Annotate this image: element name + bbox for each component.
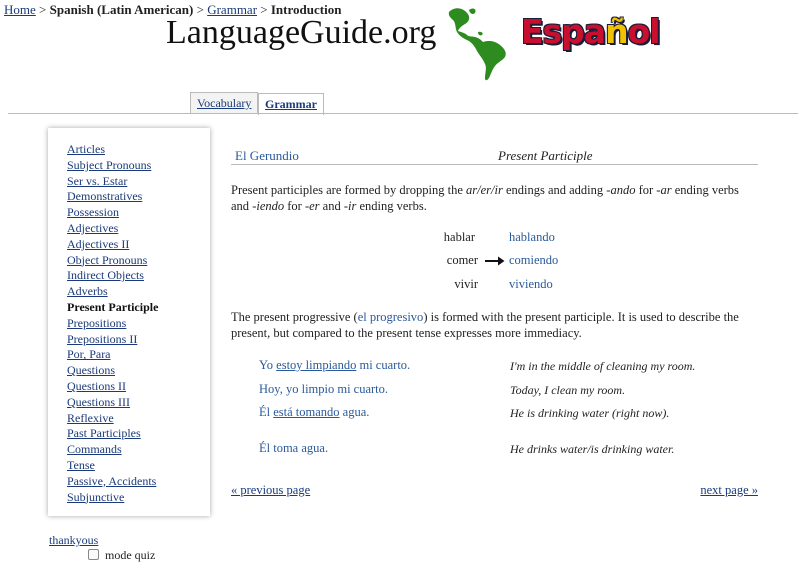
sidebar-item-link[interactable]: Indirect Objects [67,268,144,283]
mode-quiz-toggle[interactable] [88,548,155,563]
text-span: agua. [339,405,370,419]
sidebar-item-subject-pronouns[interactable] [67,158,210,174]
breadcrumb-home-link[interactable]: Home [4,2,36,17]
example-spanish[interactable] [259,382,388,397]
text-span: Él [259,405,274,419]
sidebar-item-link[interactable]: Adjectives [67,220,119,235]
breadcrumb-grammar-link[interactable]: Grammar [207,2,258,17]
sidebar-item-link[interactable]: Reflexive [67,410,114,425]
text-italic: -ar [656,183,672,197]
lesson-title-spanish: El Gerundio [235,148,299,163]
text-span: for [284,199,305,213]
text-italic: ar/er/ir [466,183,503,197]
sidebar-item-link[interactable]: Object Pronouns [67,252,148,267]
main-content [231,140,758,497]
sidebar-list [48,128,210,505]
sidebar-item-adjectives-ii[interactable] [67,237,210,253]
example-english: Today, I clean my room. [510,383,626,397]
text-italic: -iendo [252,199,285,213]
sidebar-item-link[interactable]: Adjectives II [67,236,130,251]
sidebar-item-prepositions-ii[interactable] [67,332,210,348]
sidebar-item-articles[interactable] [67,142,210,158]
tabs-divider [8,113,798,114]
tab-grammar-link[interactable]: Grammar [265,97,317,111]
breadcrumb-language: Spanish (Latin American) [49,2,194,17]
mode-quiz-checkbox[interactable] [88,549,99,560]
banner-text-part: Espa [521,12,606,51]
infinitive: comer [446,253,478,267]
sidebar-item-present-participle: Present Participle [67,299,159,314]
text-span: Él toma agua. [259,441,329,455]
sidebar-item-link[interactable]: Subject Pronouns [67,157,152,172]
sidebar-item-indirect-objects[interactable] [67,268,210,284]
sidebar-item-link[interactable]: Questions III [67,394,130,409]
tab-grammar[interactable] [258,93,324,115]
example-spanish[interactable] [259,405,369,420]
sidebar-item-link[interactable]: Passive, Accidents [67,473,157,488]
banner-text-part: ol [627,12,660,51]
americas-map-icon [445,4,521,82]
el-progresivo-term[interactable]: el progresivo [357,310,424,324]
example-verb-link[interactable]: estoy limpiando [276,358,357,372]
conjugation-row [231,277,478,293]
example-spanish[interactable] [259,358,410,373]
sidebar-item-ser-vs-estar[interactable] [67,174,210,190]
text-span: endings and adding [502,183,607,197]
infinitive: hablar [443,230,475,244]
example-english: He drinks water/is drinking water. [510,442,675,456]
language-banner [521,12,660,51]
infinitive: vivir [454,277,478,291]
sidebar-item-adjectives[interactable] [67,221,210,237]
text-span: ) is formed with the present participle. It is used to describe the present, but compared to the present tense expresses more immediacy. [231,310,739,340]
sidebar-item-link[interactable]: Subjunctive [67,489,125,504]
lesson-title-english: Present Participle [498,148,593,163]
breadcrumb-separator: > [193,2,208,17]
example-english: I'm in the middle of cleaning my room. [510,359,696,373]
sidebar-item-past-participles[interactable] [67,426,210,442]
sidebar-item-object-pronouns[interactable] [67,253,210,269]
intro-paragraph [231,182,758,214]
text-span: ending verbs and [231,183,739,213]
text-span: for [635,183,657,197]
sidebar-item-link[interactable]: Tense [67,457,95,472]
mode-quiz-label: mode quiz [105,548,156,562]
sidebar-item-link[interactable]: Prepositions [67,315,127,330]
tab-vocabulary[interactable] [190,92,258,113]
sidebar-item-link[interactable]: Questions [67,363,115,378]
text-span: Hoy, yo limpio mi cuarto. [259,382,389,396]
breadcrumb-separator: > [257,2,271,17]
sidebar-item-passive-accidents[interactable] [67,474,210,490]
conjugation-row [231,230,475,246]
banner-text-part: ñ [605,12,628,51]
sidebar-item-possession[interactable] [67,205,210,221]
breadcrumb-separator: > [35,2,50,17]
progressive-paragraph [231,309,758,341]
sidebar-item-subjunctive[interactable] [67,490,210,506]
tab-vocabulary-link[interactable]: Vocabulary [197,96,252,110]
text-italic: -ando [606,183,636,197]
sidebar-item-link[interactable]: Past Participles [67,426,141,441]
sidebar-item-link[interactable]: Commands [67,442,122,457]
sidebar-item-adverbs[interactable] [67,284,210,300]
text-span: ending verbs. [356,199,427,213]
sidebar-item-link[interactable]: Questions II [67,378,126,393]
text-span: mi cuarto. [356,358,411,372]
gerund[interactable]: hablando [509,230,555,244]
sidebar-item-demonstratives[interactable] [67,189,210,205]
gerund[interactable]: comiendo [509,253,559,267]
next-page-link[interactable]: next page » [700,483,758,497]
sidebar-item-reflexive[interactable] [67,411,210,427]
thankyous-link[interactable]: thankyous [49,533,99,547]
sidebar-item-link[interactable]: Adverbs [67,284,108,299]
text-italic: -ir [343,199,357,213]
sidebar-item-tense[interactable] [67,458,210,474]
example-english: He is drinking water (right now). [510,406,670,420]
sidebar-item-link[interactable]: Prepositions II [67,331,138,346]
gerund[interactable]: viviendo [509,277,553,291]
text-span: Yo [259,358,277,372]
sidebar-item-link[interactable]: Demonstratives [67,189,143,204]
sidebar-item-link[interactable]: Por, Para [67,347,111,362]
sidebar-item-commands[interactable] [67,442,210,458]
sidebar-item-questions-iii[interactable] [67,395,210,411]
sidebar-item-link[interactable]: Possession [67,205,120,220]
sidebar [48,128,210,516]
site-logo-text[interactable]: LanguageGuide.org [166,14,437,51]
breadcrumb-current: Introduction [270,2,342,17]
sidebar-item-por-para[interactable] [67,347,210,363]
sidebar-item-prepositions[interactable] [67,316,210,332]
text-italic: -er [304,199,320,213]
sidebar-item-questions[interactable] [67,363,210,379]
text-span: The present progressive ( [231,310,358,324]
conjugation-row [231,253,478,269]
sidebar-item-link[interactable]: Ser vs. Estar [67,173,128,188]
right-arrow-icon [485,255,505,267]
previous-page-link[interactable]: « previous page [231,483,311,497]
sidebar-item-link[interactable]: Articles [67,142,105,156]
text-span: and [319,199,344,213]
example-spanish[interactable] [259,441,328,456]
example-verb-link[interactable]: está tomando [273,405,340,419]
text-span: Present participles are formed by dropping the [231,183,466,197]
sidebar-item-questions-ii[interactable] [67,379,210,395]
lesson-title-row [231,140,758,165]
